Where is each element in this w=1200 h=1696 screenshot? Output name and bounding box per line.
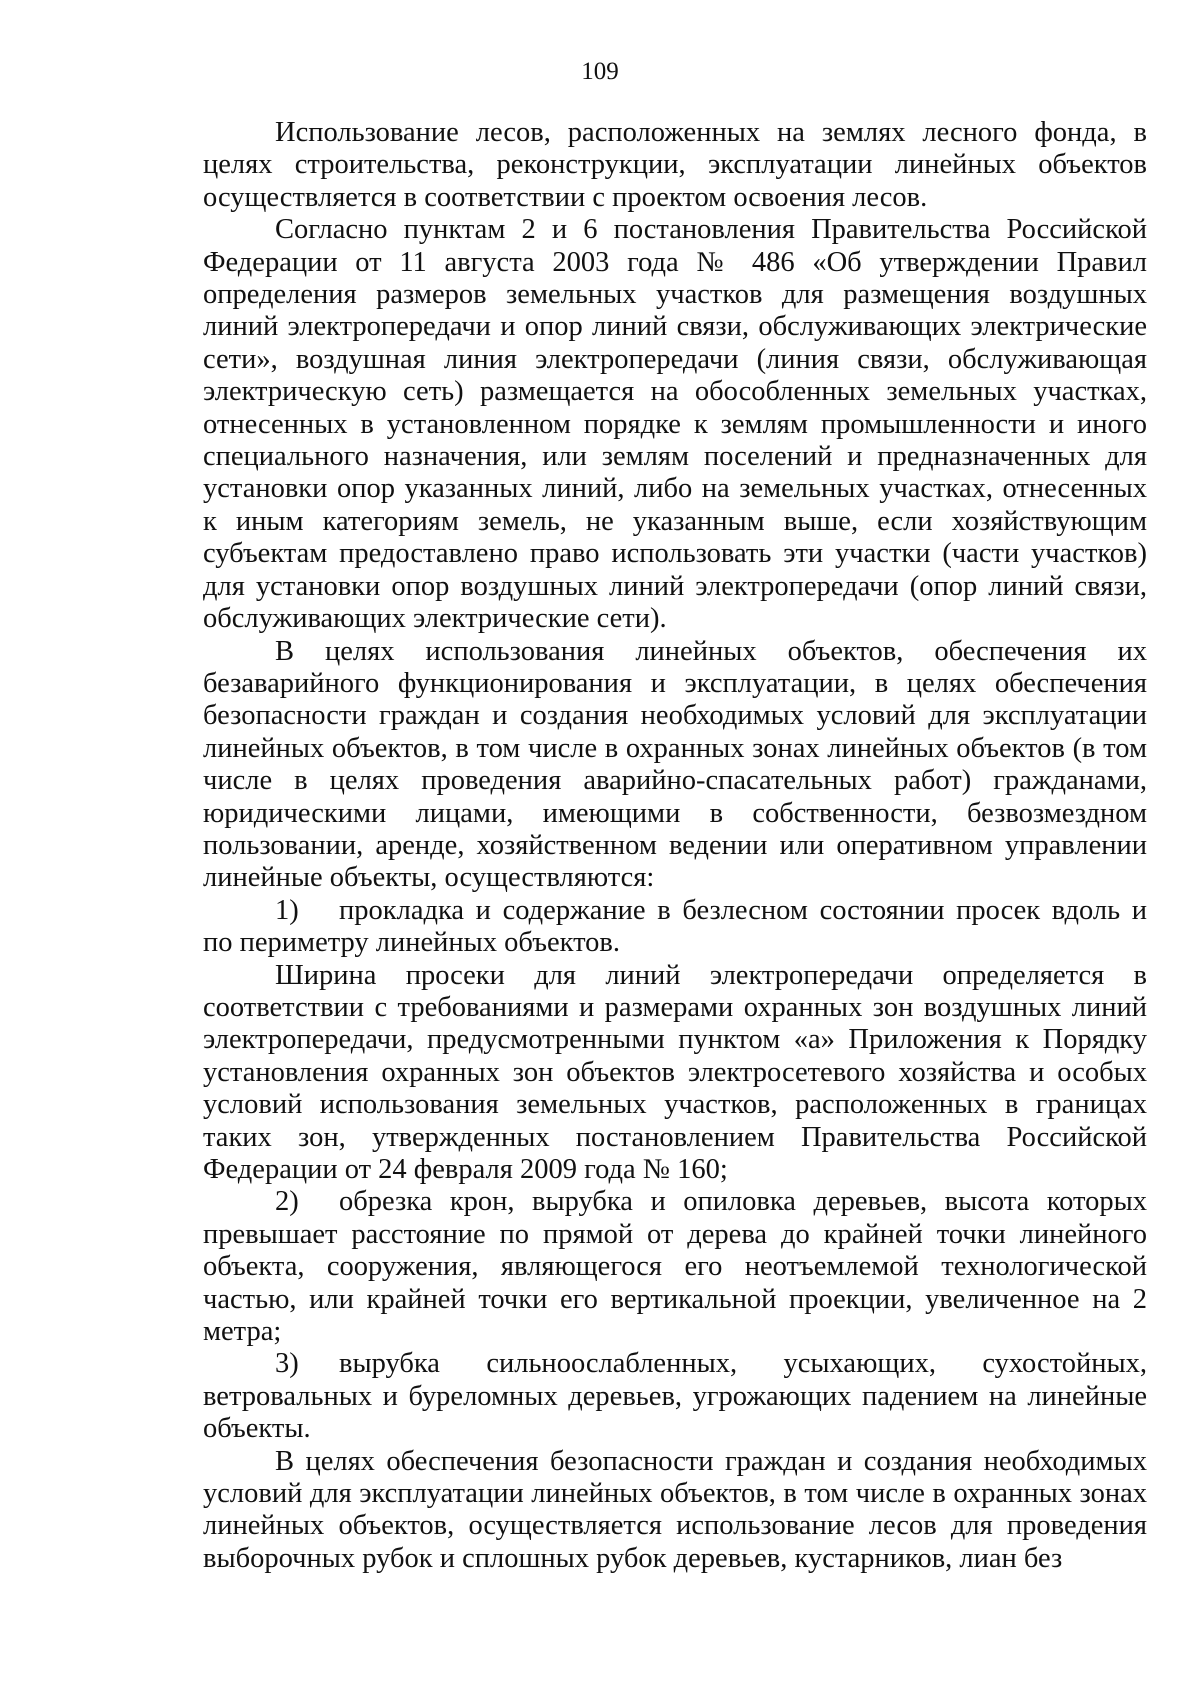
list-item-1-number: 1) (275, 894, 299, 926)
paragraph-government-decree-486: Согласно пунктам 2 и 6 постановления Правительства Российской Федерации от 11 августа 2003 года № 486 «Об утверждении Правил определения размеров земельных участков для размещения воздушных линий электропередачи и опор линий связи, обслуживающих электрические сети», воздушная линия электропередачи (линия связи, обслуживающая электрическую сеть) размещается на обособленных земельных участках, отнесенных в установленном порядке к землям промышленности и иного специального назначения, или землям поселений и предназначенных для установки опор указанных линий, либо на земельных участках, отнесенных к иным категориям земель, не указанным выше, если хозяйствующим субъектам предоставлено право использовать эти участки (части участков) для установки опор воздушных линий электропередачи (опор линий связи, обслуживающих электрические сети). (203, 214, 1147, 635)
list-item-2-text: обрезка крон, вырубка и опиловка деревьев, высота которых превышает расстояние по прямой от дерева до крайней точки линейного объекта, сооружения, являющегося его неотъемлемой технологической частью, или крайней точки его вертикальной проекции, увеличенное на 2 метра; (203, 1186, 1147, 1348)
document-body (203, 117, 1147, 1575)
paragraph-forest-use-construction: Использование лесов, расположенных на землях лесного фонда, в целях строительства, реконструкции, эксплуатации линейных объектов осуществляется в соответствии с проектом освоения лесов. (203, 117, 1147, 213)
list-item-3-number: 3) (275, 1348, 299, 1380)
list-item-1 (203, 895, 1147, 960)
list-item-1-text: прокладка и содержание в безлесном состоянии просек вдоль и по периметру линейных объектов. (203, 894, 1147, 959)
page-number: 109 (581, 58, 619, 85)
paragraph-linear-objects-purposes: В целях использования линейных объектов, обеспечения их безаварийного функционирования и эксплуатации, в целях обеспечения безопасности граждан и создания необходимых условий для эксплуатации линейных объектов, в том числе в охранных зонах линейных объектов (в том числе в целях проведения аварийно-спасательных работ) гражданами, юридическими лицами, имеющими в собственности, безвозмездном пользовании, аренде, хозяйственном ведении или оперативном управлении линейные объекты, осуществляются: (203, 635, 1147, 894)
list-item-2-number: 2) (275, 1186, 299, 1218)
paragraph-citizen-safety: В целях обеспечения безопасности граждан и создания необходимых условий для эксплуатации линейных объектов, в том числе в охранных зонах линейных объектов, осуществляется использование лесов для проведения выборочных рубок и сплошных рубок деревьев, кустарников, лиан без (203, 1445, 1147, 1574)
list-item-2 (203, 1186, 1147, 1348)
list-item-3-text: вырубка сильноослабленных, усыхающих, сухостойных, ветровальных и буреломных деревьев, угрожающих падением на линейные объекты. (203, 1348, 1147, 1445)
list-item-3 (203, 1348, 1147, 1445)
paragraph-clearing-width: Ширина просеки для линий электропередачи определяется в соответствии с требованиями и размерами охранных зон воздушных линий электропередачи, предусмотренными пунктом «а» Приложения к Порядку установления охранных зон объектов электросетевого хозяйства и особых условий использования земельных участков, расположенных в границах таких зон, утвержденных постановлением Правительства Российской Федерации от 24 февраля 2009 года № 160; (203, 959, 1147, 1185)
